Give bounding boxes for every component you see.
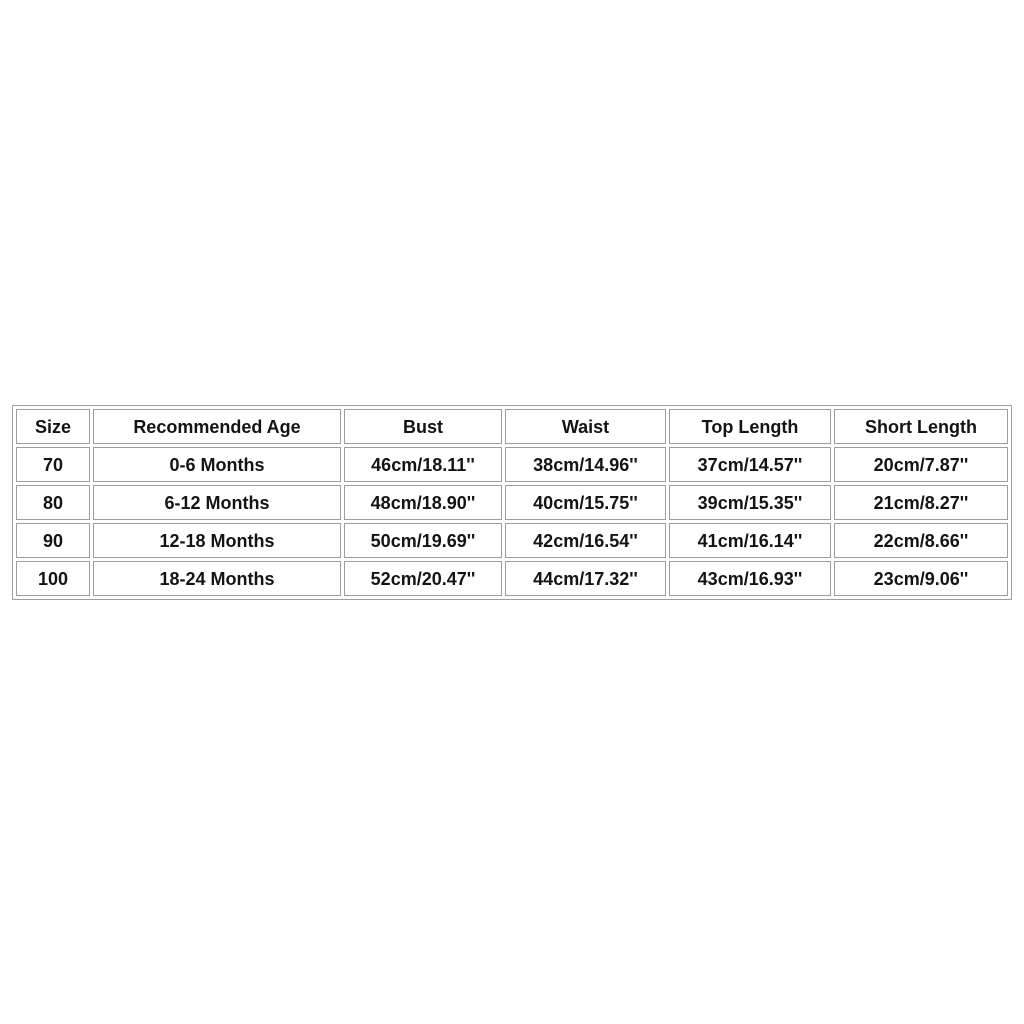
cell-top-length: 37cm/14.57'' — [669, 447, 831, 482]
cell-short-length: 20cm/7.87'' — [834, 447, 1008, 482]
table-row-size-100 — [16, 561, 1008, 596]
cell-size: 80 — [16, 485, 90, 520]
cell-recommended-age: 6-12 Months — [93, 485, 341, 520]
cell-size: 100 — [16, 561, 90, 596]
cell-bust: 50cm/19.69'' — [344, 523, 502, 558]
cell-recommended-age: 18-24 Months — [93, 561, 341, 596]
size-chart-table — [12, 405, 1012, 600]
cell-waist: 38cm/14.96'' — [505, 447, 666, 482]
table-row-size-70 — [16, 447, 1008, 482]
cell-bust: 46cm/18.11'' — [344, 447, 502, 482]
header-row — [16, 409, 1008, 444]
cell-size: 70 — [16, 447, 90, 482]
cell-size: 90 — [16, 523, 90, 558]
cell-bust: 52cm/20.47'' — [344, 561, 502, 596]
header-cell-top-length: Top Length — [669, 409, 831, 444]
cell-top-length: 43cm/16.93'' — [669, 561, 831, 596]
cell-short-length: 22cm/8.66'' — [834, 523, 1008, 558]
table-row-size-90 — [16, 523, 1008, 558]
cell-waist: 42cm/16.54'' — [505, 523, 666, 558]
cell-short-length: 23cm/9.06'' — [834, 561, 1008, 596]
cell-short-length: 21cm/8.27'' — [834, 485, 1008, 520]
cell-recommended-age: 12-18 Months — [93, 523, 341, 558]
header-cell-waist: Waist — [505, 409, 666, 444]
header-cell-short-length: Short Length — [834, 409, 1008, 444]
cell-top-length: 41cm/16.14'' — [669, 523, 831, 558]
cell-recommended-age: 0-6 Months — [93, 447, 341, 482]
header-cell-bust: Bust — [344, 409, 502, 444]
cell-waist: 40cm/15.75'' — [505, 485, 666, 520]
table-row-size-80 — [16, 485, 1008, 520]
cell-top-length: 39cm/15.35'' — [669, 485, 831, 520]
header-cell-size: Size — [16, 409, 90, 444]
cell-bust: 48cm/18.90'' — [344, 485, 502, 520]
header-cell-recommended-age: Recommended Age — [93, 409, 341, 444]
cell-waist: 44cm/17.32'' — [505, 561, 666, 596]
